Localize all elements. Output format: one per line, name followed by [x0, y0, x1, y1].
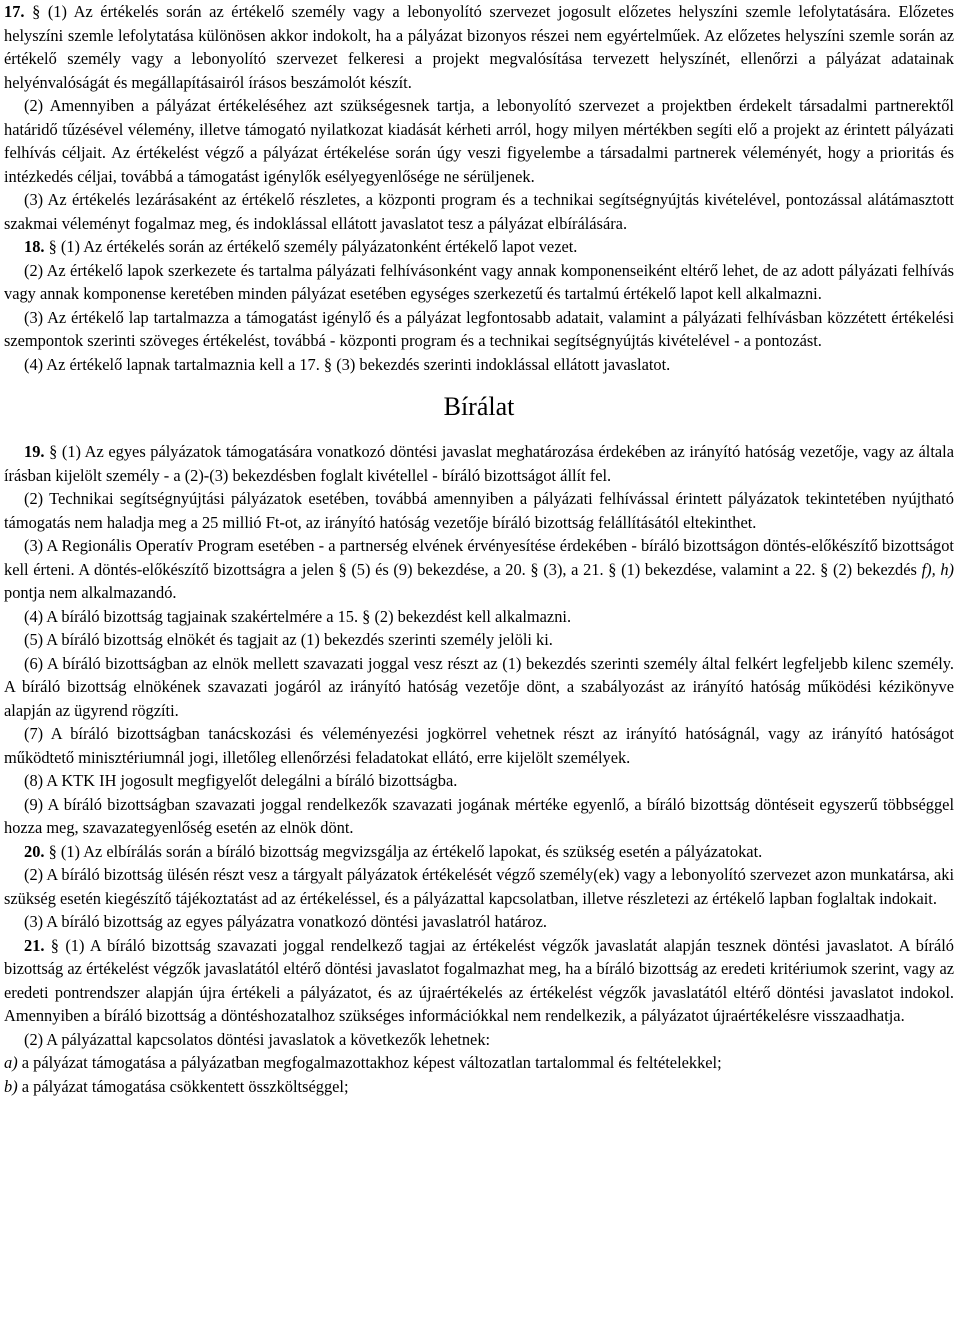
section-19-paragraph-5: (5) A bíráló bizottság elnökét és tagjait az (1) bekezdés szerinti személy jelöli ki. — [24, 630, 553, 649]
paragraph-text: pontja nem alkalmazandó. — [4, 583, 177, 602]
section-17-paragraph-3: (3) Az értékelés lezárásaként az értékelő részletes, a központi program és a technikai segítségnyújtás kivételével, pontozással alátámasztott szakmai véleményt fogalmaz meg, és indoklással ellátott javaslatot tesz a pályázat elbírálására. — [4, 190, 954, 233]
section-19-paragraph-8: (8) A KTK IH jogosult megfigyelőt delegálni a bíráló bizottságba. — [24, 771, 458, 790]
section-19-paragraph-3 — [4, 534, 954, 605]
section-number: 18. — [24, 237, 45, 256]
section-19-paragraph-9: (9) A bíráló bizottságban szavazati joggal rendelkezők szavazati jogának mértéke egyenlő, a bíráló bizottság döntéseit egyszerű többséggel hozza meg, szavazategyenlőség esetén az elnök dönt. — [4, 794, 954, 837]
paragraph-text: § (1) Az egyes pályázatok támogatására vonatkozó döntési javaslat meghatározása érdekében az irányító hatóság vezetője, vagy az általa írásban kijelölt személy - a (2)-(3) bekezdésben foglalt kivétellel - bíráló bizottságot állít fel. — [4, 442, 954, 485]
section-18-paragraph-3: (3) Az értékelő lap tartalmazza a támogatást igénylő és a pályázat legfontosabb adatait, valamint a pályázati felhívásban közzétett értékelési szempontok szerinti szöveges értékelést, továbbá - központi program és a technikai segítségnyújtás kivételével - a pontozást. — [4, 307, 954, 350]
paragraph-text: § (1) A bíráló bizottság szavazati joggal rendelkező tagjai az értékelést végzők javaslatát alapján tesznek döntési javaslatot. A bíráló bizottság az értékelést végzők javaslatától eltérő döntési javaslatot fogalmazhat meg, ha a bíráló bizottság az eredeti kritériumok szerint, vagy az eredeti pontrendszer alapján újra értékeli a pályázatot, és az újraértékelés az értékelést végzők javaslatától eltérő döntési javaslatot indokol. Amennyiben a bíráló bizottság a döntéshozatalhoz szükséges információkkal nem rendelkezik, a pályázatot újraértékelésre visszaadhatja. — [4, 935, 954, 1025]
list-text: a pályázat támogatása a pályázatban megfogalmazottakhoz képest változatlan tartalommal és feltételekkel; — [17, 1053, 722, 1072]
section-19-paragraph-1 — [4, 440, 954, 487]
section-19-paragraph-7: (7) A bíráló bizottságban tanácskozási és véleményezési jogkörrel vehetnek részt az irányító hatóságnál, vagy az irányító hatóságot működtető minisztériumnál jogi, illetőleg ellenőrzési feladatokat ellátó, erre kijelölt személyek. — [4, 724, 954, 767]
section-17-paragraph-1 — [4, 0, 954, 94]
paragraph-text: (3) A Regionális Operatív Program esetében - a partnerség elvének érvényesítése érdekében - bíráló bizottságon döntés-előkészítő bizottságot kell érteni. A döntés-előkészítő bizottságra a jelen § (5) és (9) bekezdése, a 20. § (3), a 21. § (1) bekezdése, valamint a 22. § (2) bekezdés — [4, 536, 954, 579]
list-label: a) — [4, 1053, 18, 1072]
section-number: 20. — [24, 841, 45, 861]
section-18-paragraph-4: (4) Az értékelő lapnak tartalmaznia kell a 17. § (3) bekezdés szerinti indoklással ellátott javaslatot. — [24, 354, 671, 374]
section-19-paragraph-4: (4) A bíráló bizottság tagjainak szakértelmére a 15. § (2) bekezdést kell alkalmazni. — [24, 606, 572, 626]
italic-points: f), h) — [921, 559, 954, 579]
paragraph-text: § (1) Az értékelés során az értékelő személy pályázatonként értékelő lapot vezet. — [44, 237, 578, 256]
section-19-paragraph-2: (2) Technikai segítségnyújtási pályázatok esetében, továbbá amennyiben a pályázati felhívással érintett pályázatok tekintetében nyújtható támogatás nem haladja meg a 25 millió Ft-ot, az irányító hatóság vezetője bíráló bizottság felállításától eltekinthet. — [4, 489, 954, 532]
section-20-paragraph-1 — [4, 840, 954, 864]
list-text: a pályázat támogatása csökkentett összköltséggel; — [17, 1076, 349, 1096]
section-18-paragraph-1 — [4, 235, 954, 259]
paragraph-text: § (1) Az elbírálás során a bíráló bizottság megvizsgálja az értékelő lapokat, és szükség esetén a pályázatokat. — [44, 841, 763, 861]
section-18-paragraph-2: (2) Az értékelő lapok szerkezete és tartalma pályázati felhívásonként vagy annak komponenseiként eltérő lehet, de az adott pályázati felhívás vagy annak komponense keretében minden pályázat esetében egységes szerkezetű és tartalmú értékelő lapot kell alkalmazni. — [4, 260, 954, 303]
section-heading: Bírálat — [443, 392, 515, 421]
section-number: 19. — [24, 442, 45, 461]
section-20-paragraph-3: (3) A bíráló bizottság az egyes pályázatra vonatkozó döntési javaslatról határoz. — [24, 912, 547, 931]
section-20-paragraph-2: (2) A bíráló bizottság ülésén részt vesz a tárgyalt pályázatok értékelését végző személy(ek) vagy a lebonyolító szervezet azon munkatársa, aki szükség esetén kiegészítő tájékoztatást ad az értékeléssel, és a pályázattal kapcsolatban, illetve részletezi az értékelő lapban foglaltak indokait. — [4, 865, 954, 908]
section-number: 21. — [24, 935, 45, 955]
paragraph-text: § (1) Az értékelés során az értékelő személy vagy a lebonyolító szervezet jogosult előzetes helyszíni szemle lefolytatására. Előzetes helyszíni szemle lefolytatása különösen akkor indokolt, ha a pályázat bizonyos részei nem egyértelműek. Az előzetes helyszíni szemle során az értékelő személy vagy a lebonyolító szervezet felkeresi a projekt megvalósítása tervezett helyszínét, ellenőrzi a pályázat adatainak helyénvalóságát és megállapításairól írásos beszámolót készít. — [4, 2, 954, 92]
list-label: b) — [4, 1076, 18, 1096]
section-19-paragraph-6: (6) A bíráló bizottságban az elnök mellett szavazati joggal vesz részt az (1) bekezdés szerinti személy által felkért legfeljebb kilenc személy. A bíráló bizottság elnökének szavazati jogáról az irányító hatóság vezetője dönt, a szabályozást az irányító hatóság működési kézikönyve alapján az ügyrend rögzíti. — [4, 653, 954, 720]
section-21-paragraph-1 — [4, 934, 954, 1028]
section-number: 17. — [4, 2, 25, 21]
list-item-b — [4, 1075, 954, 1099]
section-17-paragraph-2: (2) Amennyiben a pályázat értékeléséhez azt szükségesnek tartja, a lebonyolító szervezet a projektben érdekelt társadalmi partnerektől határidő tűzésével vélemény, illetve támogató nyilatkozat kiadását kérheti arról, hogy milyen mértékben segíti elő a projekt az érintett pályázati felhívás céljait. Az értékelést végző a pályázat értékelése során úgy veszi figyelembe a társadalmi partnerek véleményét, hogy a prioritás és intézkedés céljai, továbbá a támogatást igénylők esélyegyenlősége ne sérüljenek. — [4, 96, 954, 186]
section-21-paragraph-2: (2) A pályázattal kapcsolatos döntési javaslatok a következők lehetnek: — [24, 1029, 491, 1049]
list-item-a — [4, 1051, 954, 1075]
